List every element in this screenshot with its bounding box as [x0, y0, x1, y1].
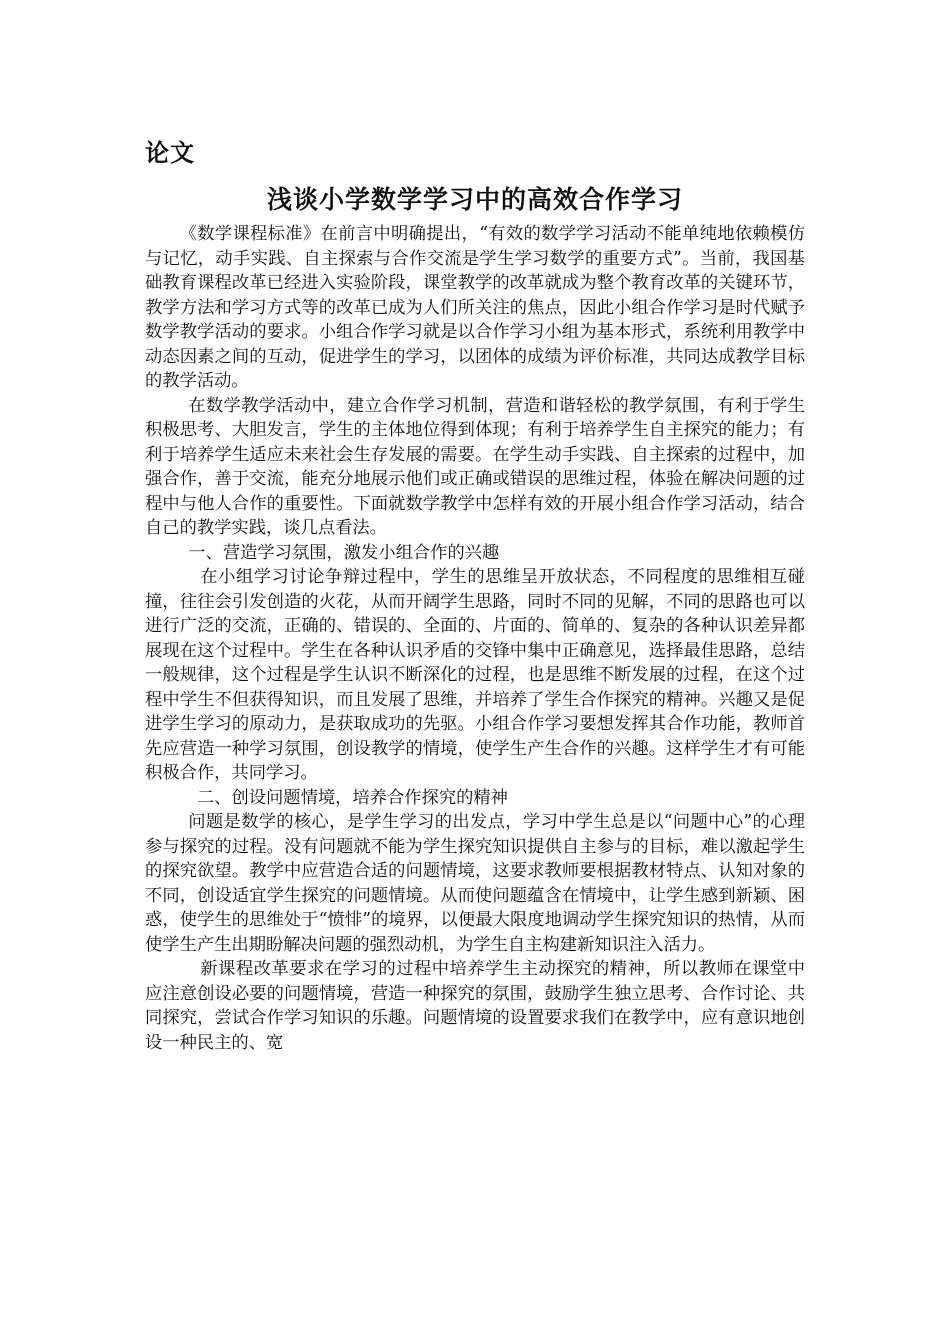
paragraph-purpose: 在数学教学活动中，建立合作学习机制，营造和谐轻松的教学氛围，有利于学生积极思考、大胆发言，学生的主体地位得到体现；有利于培养学生自主探究的能力；有利于培养学生适应未来社会生存发展的需要。在学生动手实践、自主探索的过程中，加强合作，善于交流，能充分地展示他们或正确或错误的思维过程，体验在解决问题的过程中与他人合作的重要性。下面就数学教学中怎样有效的开展小组合作学习活动，结合自己的教学实践，谈几点看法。 — [145, 395, 805, 538]
document-title: 浅谈小学数学学习中的高效合作学习 — [266, 185, 683, 214]
document-label: 论文 — [145, 138, 195, 167]
paragraph-section-2a: 问题是数学的核心，是学生学习的出发点，学习中学生总是以“问题中心”的心理参与探究的过程。没有问题就不能为学生探究知识提供自主参与的目标，难以激起学生的探究欲望。教学中应营造合适的问题情境，这要求教师要根据教材特点、认知对象的不同，创设适宜学生探究的问题情境。从而使问题蕴含在情境中，让学生感到新颖、困惑，使学生的思维处于“愤悱”的境界，以便最大限度地调动学生探究知识的热情，从而使学生产生出期盼解决问题的强烈动机，为学生自主构建新知识注入活力。 — [145, 812, 805, 955]
paragraph-section-1: 在小组学习讨论争辩过程中，学生的思维呈开放状态，不同程度的思维相互碰撞，往往会引发创造的火花，从而开阔学生思路，同时不同的见解，不同的思路也可以进行广泛的交流，正确的、错误的、全面的、片面的、简单的、复杂的各种认识差异都展现在这个过程中。学生在各种认识矛盾的交锋中集中正确意见，选择最佳思路，总结一般规律，这个过程是学生认识不断深化的过程，也是思维不断发展的过程，在这个过程中学生不但获得知识，而且发展了思维，并培养了学生合作探究的精神。兴趣又是促进学生学习的原动力，是获取成功的先驱。小组合作学习要想发挥其合作功能，教师首先应营造一种学习氛围，创设教学的情境，使学生产生合作的兴趣。这样学生才有可能积极合作，共同学习。 — [145, 567, 805, 783]
section-heading-1: 一、营造学习氛围，激发小组合作的兴趣 — [188, 542, 500, 563]
paragraph-intro: 《数学课程标准》在前言中明确提出，“有效的数学学习活动不能单纯地依赖模仿与记忆，动手实践、自主探索与合作交流是学生学习数学的重要方式”。当前，我国基础教育课程改革已经进入实验阶段，课堂教学的改革就成为整个教育改革的关键环节，教学方法和学习方式等的改革已成为人们所关注的焦点，因此小组合作学习是时代赋予数学教学活动的要求。小组合作学习就是以合作学习小组为基本形式，系统利用教学中动态因素之间的互动，促进学生的学习，以团体的成绩为评价标准，共同达成教学目标的教学活动。 — [145, 224, 805, 391]
document-body — [145, 222, 805, 1055]
paragraph-section-2b: 新课程改革要求在学习的过程中培养学生主动探究的精神，所以教师在课堂中应注意创设必要的问题情境，营造一种探究的氛围，鼓励学生独立思考、合作讨论、共同探究，尝试合作学习知识的乐趣。问题情境的设置要求我们在教学中，应有意识地创设一种民主的、宽 — [145, 959, 805, 1053]
section-heading-2: 二、创设问题情境，培养合作探究的精神 — [196, 787, 508, 808]
